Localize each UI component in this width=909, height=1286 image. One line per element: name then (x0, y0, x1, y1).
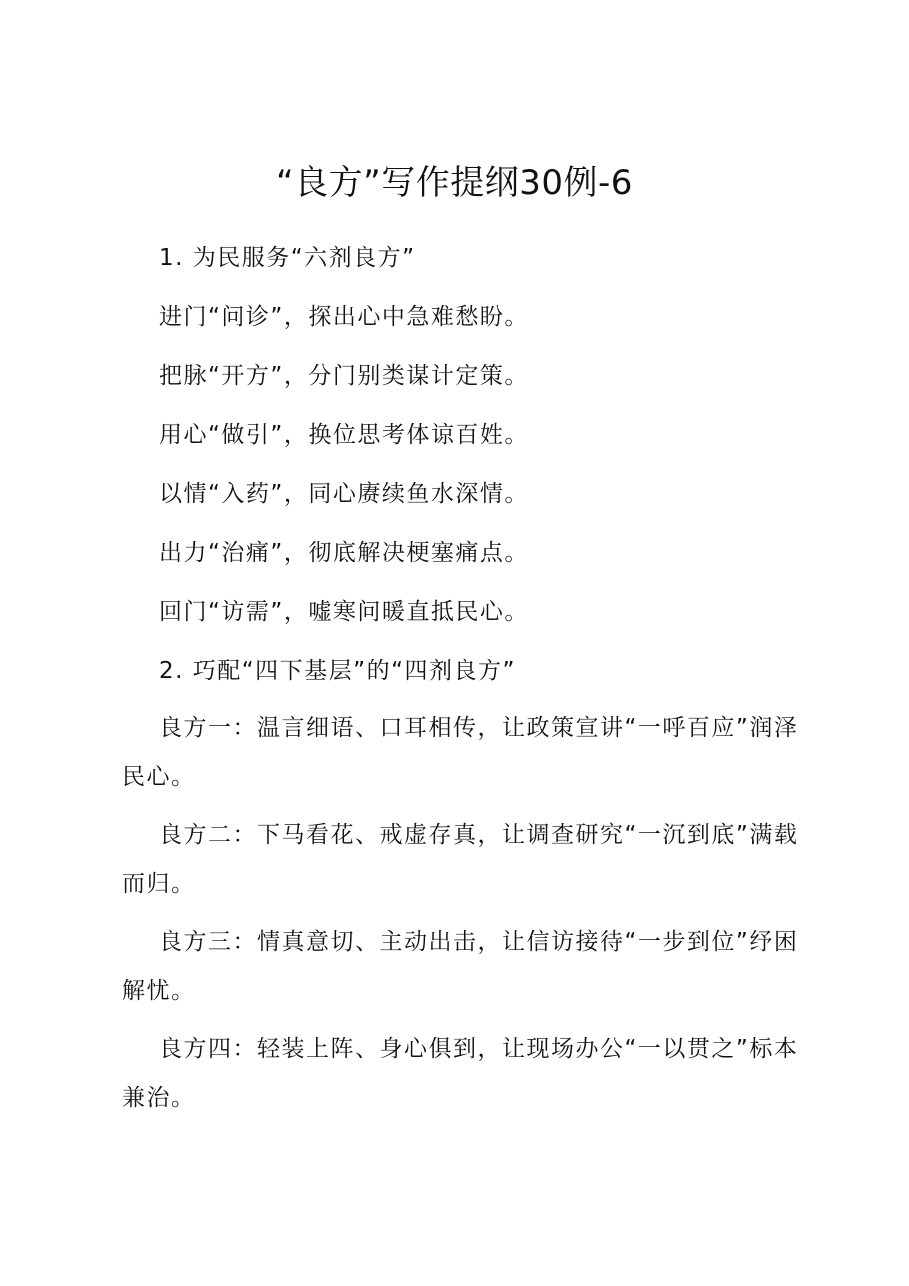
list-item (122, 704, 802, 802)
document-title: “良方”写作提纲30例-6 (276, 163, 633, 203)
section-heading-2: 2. 巧配“四下基层”的“四剂良方” (159, 658, 516, 684)
list-item: 出力“治痛”，彻底解决梗塞痛点。 (159, 540, 529, 566)
list-item: 回门“访需”，嘘寒问暖直抵民心。 (159, 599, 529, 625)
section-heading-1: 1. 为民服务“六剂良方” (159, 245, 416, 271)
paragraph-line: 解忧。 (122, 978, 196, 1004)
list-item: 以情“入药”，同心赓续鱼水深情。 (159, 481, 529, 507)
paragraph-line: 良方二：下马看花、戒虚存真，让调查研究“一沉到底”满载 (159, 822, 799, 848)
paragraph-line: 良方三：情真意切、主动出击，让信访接待“一步到位”纾困 (159, 929, 799, 955)
list-item: 把脉“开方”，分门别类谋计定策。 (159, 363, 529, 389)
list-item (122, 1025, 802, 1123)
paragraph-line: 良方一：温言细语、口耳相传，让政策宣讲“一呼百应”润泽 (159, 715, 799, 741)
paragraph-line: 民心。 (122, 764, 196, 790)
list-item (122, 918, 802, 1016)
paragraph-line: 良方四：轻装上阵、身心俱到，让现场办公“一以贯之”标本 (159, 1036, 799, 1062)
list-item (122, 811, 802, 909)
paragraph-line: 兼治。 (122, 1085, 196, 1111)
list-item: 进门“问诊”，探出心中急难愁盼。 (159, 304, 529, 330)
paragraph-line: 而归。 (122, 871, 196, 897)
list-item: 用心“做引”，换位思考体谅百姓。 (159, 422, 529, 448)
